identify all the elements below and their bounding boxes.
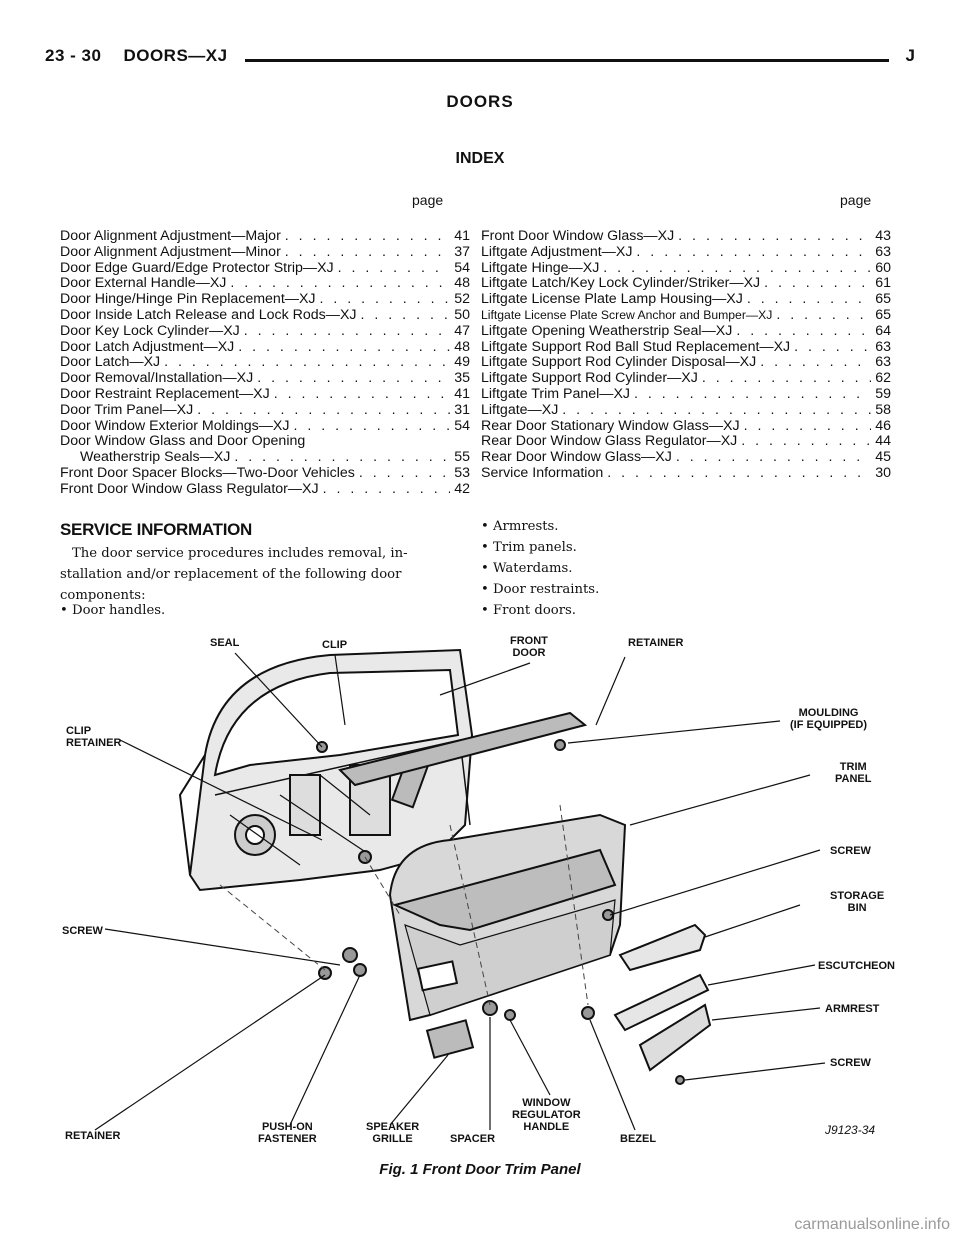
- index-leader-dots: [244, 324, 450, 340]
- index-leader-dots: [562, 403, 871, 419]
- index-leader-dots: [323, 482, 451, 498]
- label-window-regulator-handle: [512, 1097, 581, 1133]
- bullet-text: Door handles.: [72, 603, 166, 618]
- index-entry-page: 41: [454, 228, 470, 244]
- bullet-item: [481, 600, 599, 621]
- label-front-door: [510, 635, 548, 659]
- label-storage-bin: [830, 890, 884, 914]
- header-left: [45, 46, 228, 66]
- index-entry-page: 65: [875, 291, 891, 308]
- index-entry-page: 54: [454, 417, 470, 434]
- label-bezel: BEZEL: [620, 1133, 657, 1145]
- index-entry: [60, 340, 470, 356]
- label-line: RETAINER: [66, 737, 122, 749]
- index-entry-title: Liftgate Support Rod Cylinder—XJ: [481, 370, 698, 387]
- label-line: TRIM: [839, 761, 867, 773]
- door-exploded-drawing: [40, 625, 920, 1155]
- index-leader-dots: [230, 276, 450, 292]
- label-line: FRONT: [510, 635, 548, 647]
- index-column-right: [481, 229, 891, 482]
- page-title: DOORS: [446, 92, 514, 111]
- section-title: DOORS—XJ: [123, 46, 228, 65]
- index-leader-dots: [676, 450, 871, 466]
- index-entry-title: Door Restraint Replacement—XJ: [60, 385, 270, 402]
- index-entry: [481, 403, 891, 419]
- header-mark: J: [905, 46, 915, 65]
- index-entry-page: 31: [454, 401, 470, 418]
- index-entry-page: 65: [875, 306, 891, 323]
- index-leader-dots: [603, 261, 871, 277]
- index-entry-title: Weatherstrip Seals—XJ: [80, 449, 231, 466]
- index-entry-page: 63: [875, 354, 891, 371]
- index-entry-page: 48: [454, 338, 470, 355]
- index-entry: [60, 308, 470, 324]
- index-entry-page: 53: [454, 464, 470, 481]
- label-screw-right: SCREW: [830, 845, 871, 857]
- bullet-text: Armrests.: [493, 519, 559, 534]
- label-line: DOOR: [512, 647, 546, 659]
- index-entry-title: Rear Door Stationary Window Glass—XJ: [481, 417, 740, 434]
- index-entry: [60, 245, 470, 261]
- index-leader-dots: [285, 229, 450, 245]
- index-entry: [481, 355, 891, 371]
- index-leader-dots: [164, 355, 450, 371]
- bullet-icon: •: [481, 582, 489, 597]
- index-leader-dots: [744, 419, 872, 435]
- index-entry-title: Front Door Window Glass Regulator—XJ: [60, 480, 319, 497]
- label-speaker-grille: [366, 1121, 419, 1145]
- index-entry-title: Liftgate Opening Weatherstrip Seal—XJ: [481, 322, 733, 339]
- index-entry-page: 30: [875, 464, 891, 481]
- index-entry: [60, 387, 470, 403]
- index-entry-title: Door Trim Panel—XJ: [60, 401, 194, 418]
- index-entry: [481, 387, 891, 403]
- index-leader-dots: [760, 355, 871, 371]
- index-entry-page: 63: [875, 243, 891, 260]
- bullet-list-right: [481, 516, 599, 621]
- index-entry: [481, 324, 891, 340]
- index-entry: [60, 482, 470, 498]
- index-entry-page: 61: [875, 275, 891, 292]
- bullet-item: [481, 516, 599, 537]
- index-entry-title: Liftgate License Plate Screw Anchor and Bumper—XJ: [481, 307, 773, 322]
- index-entry-title: Service Information: [481, 464, 604, 481]
- index-entry-title: Liftgate Adjustment—XJ: [481, 243, 633, 260]
- index-entry-title: Door Latch Adjustment—XJ: [60, 338, 235, 355]
- index-leader-dots: [293, 419, 450, 435]
- index-entry-page: 37: [454, 243, 470, 260]
- index-entry-title: Liftgate Support Rod Ball Stud Replacement—XJ: [481, 338, 791, 355]
- header-rule: [245, 59, 889, 62]
- index-entry-title: Liftgate—XJ: [481, 401, 559, 418]
- index-entry-title: Liftgate Trim Panel—XJ: [481, 385, 631, 402]
- figure-id: J9123-34: [825, 1123, 876, 1137]
- index-entry-page: 60: [875, 259, 891, 276]
- index-entry-title: Door Alignment Adjustment—Major: [60, 228, 281, 244]
- index-entry: [60, 355, 470, 371]
- index-leader-dots: [736, 324, 871, 340]
- index-entry: [60, 466, 470, 482]
- index-heading: INDEX: [455, 150, 505, 167]
- label-moulding: [790, 707, 867, 731]
- page-header: [45, 40, 915, 76]
- bullet-item: [60, 600, 165, 621]
- index-entry: [481, 308, 891, 324]
- index-entry-page: 44: [875, 433, 891, 450]
- label-line: PANEL: [835, 773, 872, 785]
- label-line: BIN: [847, 902, 867, 914]
- index-leader-dots: [764, 276, 871, 292]
- index-entry: [481, 292, 891, 308]
- index-leader-dots: [794, 340, 871, 356]
- index-leader-dots: [741, 434, 871, 450]
- index-entry-page: 52: [454, 291, 470, 308]
- label-line: PUSH-ON: [261, 1121, 313, 1133]
- index-entry-page: 59: [875, 385, 891, 402]
- label-line: MOULDING: [798, 707, 859, 719]
- index-entry: [60, 292, 470, 308]
- label-retainer-top: RETAINER: [628, 637, 684, 649]
- index-entry-page: 55: [454, 449, 470, 466]
- index-entry-page: 50: [454, 306, 470, 323]
- label-trim-panel: [835, 761, 871, 785]
- index-leader-dots: [359, 466, 450, 482]
- index-leader-dots: [776, 308, 871, 324]
- index-leader-dots: [678, 229, 871, 245]
- index-column-left: [60, 229, 470, 498]
- bullet-item: [481, 579, 599, 600]
- label-clip: CLIP: [322, 639, 348, 651]
- index-entry: [60, 403, 470, 419]
- index-entry: [60, 419, 470, 435]
- index-entry-title: Door Key Lock Cylinder—XJ: [60, 322, 240, 339]
- index-entry-page: 54: [454, 259, 470, 276]
- index-leader-dots: [361, 308, 451, 324]
- index-entry: [481, 229, 891, 245]
- index-entry-title: Rear Door Window Glass—XJ: [481, 449, 672, 466]
- index-entry-title: Door Alignment Adjustment—Minor: [60, 243, 281, 260]
- index-entry-title: Rear Door Window Glass Regulator—XJ: [481, 433, 738, 450]
- index-leader-dots: [636, 245, 871, 261]
- index-entry-title: Door Window Glass and Door Opening: [60, 433, 306, 450]
- index-leader-dots: [197, 403, 450, 419]
- label-line: WINDOW: [522, 1097, 571, 1109]
- label-line: (IF EQUIPPED): [790, 719, 868, 731]
- index-entry-page: 41: [454, 385, 470, 402]
- watermark: carmanualsonline.info: [794, 1216, 950, 1233]
- figure-caption: Fig. 1 Front Door Trim Panel: [379, 1161, 581, 1178]
- index-entry-page: 48: [454, 275, 470, 292]
- index-entry-page: 42: [454, 480, 470, 497]
- label-screw-left: SCREW: [62, 925, 103, 937]
- index-entry-title: Liftgate Support Rod Cylinder Disposal—XJ: [481, 354, 757, 371]
- index-entry-page: 58: [875, 401, 891, 418]
- index-entry-page: 45: [875, 449, 891, 466]
- service-heading: SERVICE INFORMATION: [60, 520, 253, 539]
- label-seal: SEAL: [210, 637, 240, 649]
- index-entry: [60, 276, 470, 292]
- index-entry-page: 62: [875, 370, 891, 387]
- index-entry-page: 47: [454, 322, 470, 339]
- door-trim-figure: [40, 625, 920, 1155]
- bullet-text: Front doors.: [493, 603, 576, 618]
- index-entry: [60, 229, 470, 245]
- bullet-icon: •: [481, 603, 489, 618]
- page-label-left: page: [412, 192, 444, 208]
- index-leader-dots: [320, 292, 451, 308]
- index-entry-title: Door Edge Guard/Edge Protector Strip—XJ: [60, 259, 334, 276]
- index-entry-title: Front Door Window Glass—XJ: [481, 228, 675, 244]
- index-leader-dots: [274, 387, 450, 403]
- index-leader-dots: [338, 261, 451, 277]
- index-leader-dots: [702, 371, 871, 387]
- index-leader-dots: [607, 466, 871, 482]
- index-entry-title: Door External Handle—XJ: [60, 275, 227, 292]
- index-entry: [60, 371, 470, 387]
- index-leader-dots: [234, 450, 450, 466]
- label-spacer: SPACER: [450, 1133, 496, 1145]
- label-clip-retainer: [66, 725, 121, 749]
- bullet-icon: •: [481, 519, 489, 534]
- index-entry: [481, 466, 891, 482]
- page-label-right: page: [840, 192, 872, 208]
- label-escutcheon: ESCUTCHEON: [818, 960, 896, 972]
- label-line: STORAGE: [830, 890, 885, 902]
- service-line: The door service procedures includes removal, in-: [72, 546, 408, 561]
- index-entry: [481, 245, 891, 261]
- bullet-icon: •: [481, 561, 489, 576]
- index-entry: [60, 324, 470, 340]
- index-entry-page: 43: [875, 228, 891, 244]
- index-entry-title: Liftgate Latch/Key Lock Cylinder/Striker—XJ: [481, 275, 761, 292]
- bullet-text: Trim panels.: [493, 540, 577, 555]
- page-number: 23 - 30: [45, 46, 102, 65]
- index-entry: [481, 261, 891, 277]
- index-entry: [481, 419, 891, 435]
- service-line: stallation and/or replacement of the following door: [60, 567, 402, 582]
- index-entry-title: Front Door Spacer Blocks—Two-Door Vehicles: [60, 464, 355, 481]
- index-entry-title: Door Removal/Installation—XJ: [60, 370, 254, 387]
- index-entry: [60, 450, 470, 466]
- service-line: components:: [60, 588, 146, 603]
- label-line: FASTENER: [258, 1133, 317, 1145]
- bullet-text: Waterdams.: [493, 561, 573, 576]
- label-line: CLIP: [66, 725, 92, 737]
- index-leader-dots: [634, 387, 871, 403]
- index-leader-dots: [257, 371, 450, 387]
- index-entry-title: Door Latch—XJ: [60, 354, 161, 371]
- index-leader-dots: [285, 245, 450, 261]
- index-entry: [481, 371, 891, 387]
- index-entry-title: Liftgate Hinge—XJ: [481, 259, 600, 276]
- index-entry-title: Door Hinge/Hinge Pin Replacement—XJ: [60, 291, 316, 308]
- index-entry-page: 64: [875, 322, 891, 339]
- label-line: SPEAKER: [366, 1121, 420, 1133]
- label-line: HANDLE: [523, 1121, 570, 1133]
- bullet-icon: •: [60, 603, 68, 618]
- label-push-on-fastener: [258, 1121, 317, 1145]
- bullet-list-left: [60, 600, 165, 621]
- bullet-item: [481, 537, 599, 558]
- label-screw-bottom: SCREW: [830, 1057, 871, 1069]
- bullet-icon: •: [481, 540, 489, 555]
- index-entry: [481, 276, 891, 292]
- label-retainer-bottom: RETAINER: [65, 1130, 121, 1142]
- index-entry: [60, 261, 470, 277]
- label-line: REGULATOR: [512, 1109, 581, 1121]
- index-entry: [481, 434, 891, 450]
- index-entry-title: Liftgate License Plate Lamp Housing—XJ: [481, 291, 743, 308]
- index-leader-dots: [238, 340, 450, 356]
- index-entry-title: Door Window Exterior Moldings—XJ: [60, 417, 290, 434]
- index-entry: [60, 434, 470, 450]
- index-entry-page: 49: [454, 354, 470, 371]
- index-entry: [481, 340, 891, 356]
- index-entry-page: 63: [875, 338, 891, 355]
- label-armrest: ARMREST: [825, 1003, 880, 1015]
- index-entry-page: 46: [875, 417, 891, 434]
- index-entry-title: Door Inside Latch Release and Lock Rods—XJ: [60, 306, 357, 323]
- bullet-item: [481, 558, 599, 579]
- index-leader-dots: [747, 292, 871, 308]
- index-entry: [481, 450, 891, 466]
- label-line: GRILLE: [372, 1133, 413, 1145]
- service-paragraph: [72, 543, 450, 564]
- bullet-text: Door restraints.: [493, 582, 600, 597]
- index-entry-page: 35: [454, 370, 470, 387]
